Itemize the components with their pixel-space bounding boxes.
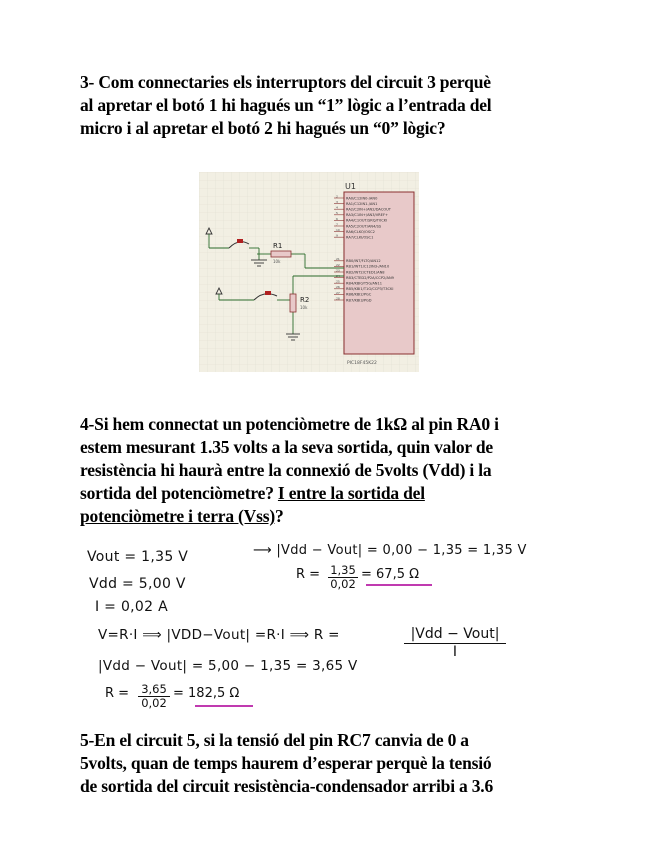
question-4-line-3: resistència hi haurà entre la connexió de 5volts (Vdd) i la [80, 460, 492, 480]
chip-pin-number: 24 [336, 274, 340, 278]
chip-pin-number: 9 [336, 233, 338, 238]
chip-pin-number: 5 [336, 211, 338, 216]
question-3-line-1: 3- Com connectaries els interruptors del circuit 3 perquè [80, 72, 491, 92]
question-4-underlined-part-1: I entre la sortida del [277, 483, 425, 503]
hw-fraction-main-numerator: |Vdd − Vout| [404, 626, 506, 644]
hw-fraction-1-numerator: 3,65 [138, 683, 170, 697]
chip-pin-number: 3 [336, 200, 338, 204]
question-4 [80, 413, 499, 528]
chip-pin-label: RA0/C12IN0-/AN0 [346, 196, 378, 201]
question-4-line-1: 4-Si hem connectat un potenciòmetre de 1kΩ al pin RA0 i [80, 414, 499, 434]
question-4-line-4 [80, 482, 499, 505]
question-4-line-2: estem mesurant 1.35 volts a la seva sortida, quin valor de [80, 437, 493, 457]
hw-result-1: = 182,5 Ω [173, 686, 240, 701]
question-5-line-1: 5-En el circuit 5, si la tensió del pin RC7 canvia de 0 a [80, 730, 469, 750]
chip-pin-label: RA2/C2IN+/AN2/DACOUT [346, 207, 391, 212]
chip-pin-label: RA1/C12IN1-/AN1 [346, 201, 378, 206]
hw-arrow-line: ⟶ |Vdd − Vout| = 0,00 − 1,35 = 1,35 V [253, 543, 527, 558]
chip-pin-label: RA5/C2OUT/AN4/SS [346, 224, 382, 229]
hw-fraction-2-denominator: 0,02 [330, 577, 356, 591]
svg-text:R2: R2 [300, 296, 310, 304]
chip-pin-number: 7 [336, 222, 338, 227]
svg-text:R1: R1 [273, 242, 283, 250]
chip-pin-number: 27 [336, 290, 340, 295]
resistor-r2 [290, 294, 309, 312]
chip-pin-label: RA3/C1IN+/AN3/VREF+ [346, 213, 389, 218]
chip-pin-number: 4 [336, 205, 338, 210]
chip-pin-number: 10 [336, 228, 340, 232]
question-5-line-3: de sortida del circuit resistència-condensador arribi a 3.6 [80, 776, 494, 796]
chip-pin-label: RB0/INT/FLT0/AN12 [346, 259, 381, 264]
hw-result-2-underline [366, 584, 432, 586]
question-5 [80, 729, 493, 798]
circuit-schematic [199, 172, 419, 372]
question-4-line-4-plain: sortida del potenciòmetre? [80, 483, 278, 503]
hw-current: I = 0,02 A [95, 599, 168, 615]
hw-vout: Vout = 1,35 V [87, 549, 189, 565]
hw-fraction-main [404, 626, 506, 661]
hw-fraction-1-denominator: 0,02 [141, 696, 167, 710]
question-3-line-2: al apretar el botó 1 hi hagués un “1” lògic a l’entrada del [80, 95, 492, 115]
hw-vdd: Vdd = 5,00 V [89, 576, 186, 592]
chip-label: U1 [345, 182, 356, 191]
hw-ohm-law: V=R·I ⟹ |VDD−Vout| =R·I ⟹ R = [98, 627, 340, 643]
chip-pin-label: RB3/CTED2/P2A/CCP2/AN9 [346, 275, 394, 280]
question-3 [80, 71, 491, 140]
chip-pin-label: RA6/CLKO/OSC2 [346, 229, 375, 234]
hw-fraction-1 [138, 683, 170, 710]
chip-pin-number: 21 [336, 257, 340, 262]
chip-pin-number: 28 [336, 296, 340, 301]
chip-pin-label: RA4/C1OUT/SRQ/T0CKI [346, 218, 388, 223]
svg-text:10k: 10k [300, 305, 308, 310]
question-5-line-2: 5volts, quan de temps haurem d’esperar perquè la tensió [80, 753, 492, 773]
svg-text:10k: 10k [273, 259, 281, 264]
chip-pin-number: 25 [336, 279, 340, 284]
hw-fraction-2 [328, 564, 358, 591]
question-3-line-3: micro i al apretar el botó 2 hi hagués un “0” lògic? [80, 118, 446, 138]
chip-pin-label: RA7/CLKI/OSC1 [346, 235, 374, 240]
chip-pin-number: 22 [336, 262, 340, 267]
chip-pin-number: 23 [336, 268, 340, 273]
chip-pin-label: RB7/KBI3/PGD [346, 298, 372, 303]
chip-pin-number: 6 [336, 216, 338, 221]
chip-pin-label: RB5/KBI1/T1G/CCP3/T3CKI [346, 287, 394, 292]
chip-pin-label: RB1/INT1/C12IN3-/AN10 [346, 264, 390, 269]
hw-r-label-2: R = [296, 567, 321, 582]
hw-difference-line: |Vdd − Vout| = 5,00 − 1,35 = 3,65 V [98, 658, 358, 674]
chip-part-number: PIC18F45K22 [347, 361, 377, 366]
hw-fraction-main-denominator: I [452, 644, 458, 660]
chip-pin-label: RB2/INT2/CTED1/AN8 [346, 270, 385, 275]
chip-pin-label: RB6/KBI2/PGC [346, 292, 372, 297]
chip-pin-number: 26 [336, 285, 340, 290]
hw-result-2: = 67,5 Ω [361, 567, 420, 582]
hw-fraction-2-numerator: 1,35 [328, 564, 358, 578]
question-4-line-5 [80, 505, 499, 528]
chip-pin-number: 2 [336, 194, 338, 199]
chip-pin-label: RB4/KBI0/T5G/AN11 [346, 281, 383, 286]
hw-result-1-underline [195, 705, 253, 707]
question-4-line-5-end: ? [274, 506, 284, 526]
question-4-underlined-part-2: potenciòmetre i terra (Vss) [80, 506, 275, 526]
hw-r-label-1: R = [105, 686, 130, 701]
